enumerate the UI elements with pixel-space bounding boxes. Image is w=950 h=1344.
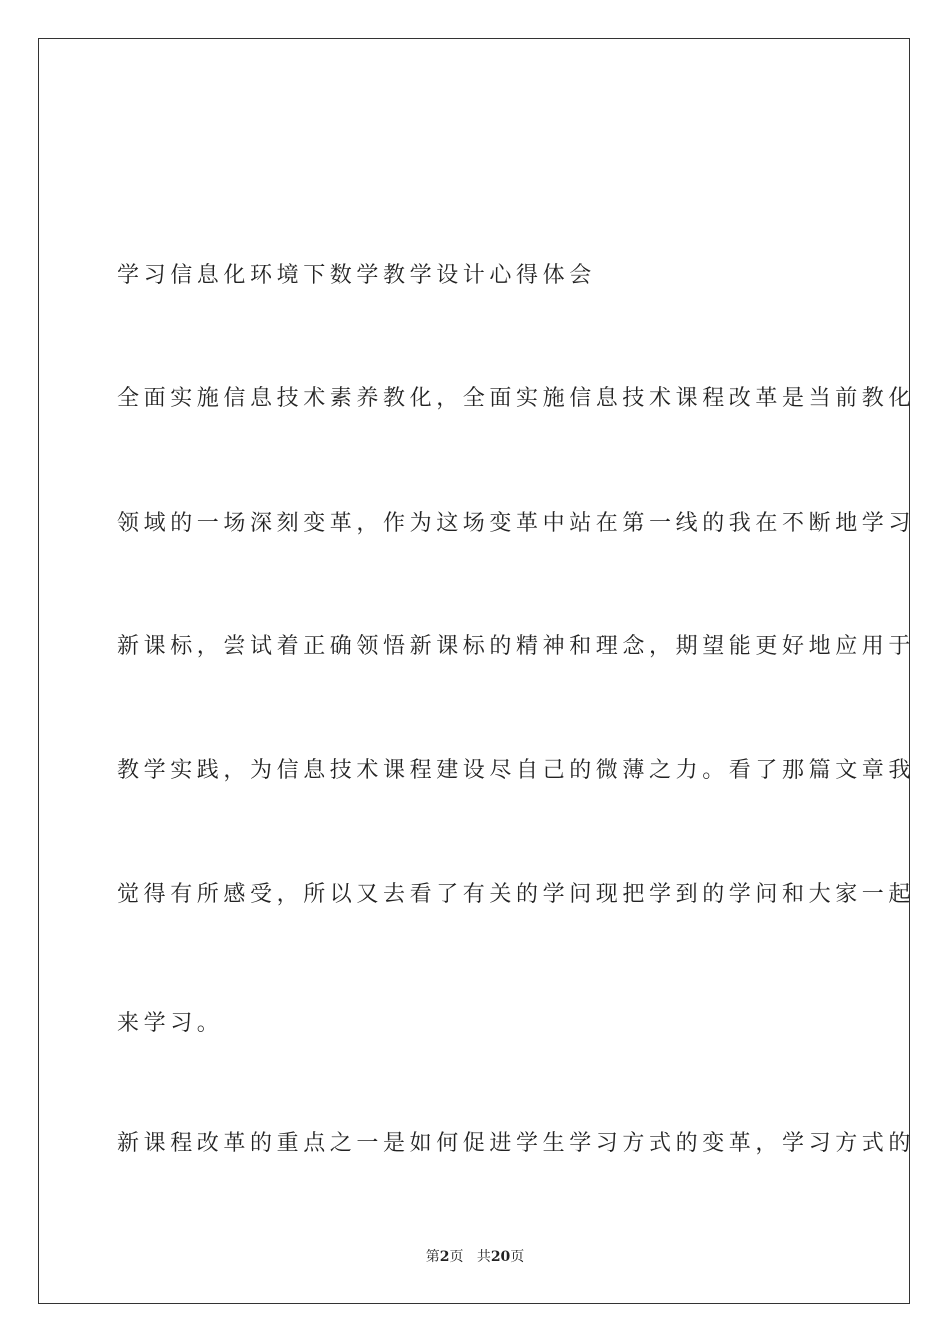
page-border [38,38,910,1304]
document-title: 学习信息化环境下数学教学设计心得体会 [117,263,596,288]
paragraph-line: 觉得有所感受，所以又去看了有关的学问现把学到的学问和大家一起 [117,882,916,907]
footer-page-prefix: 第 [425,1249,440,1265]
footer-total-suffix: 页 [510,1249,525,1265]
footer-total-prefix: 共 [476,1249,491,1265]
footer-page-number: 2 [439,1249,450,1265]
paragraph-line: 领域的一场深刻变革，作为这场变革中站在第一线的我在不断地学习 [117,511,916,536]
paragraph-line: 教学实践，为信息技术课程建设尽自己的微薄之力。看了那篇文章我 [117,758,916,783]
paragraph-line: 来学习。 [117,1011,224,1036]
footer-page-suffix: 页 [449,1249,464,1265]
footer-total-pages: 20 [490,1249,511,1265]
paragraph-line: 全面实施信息技术素养教化，全面实施信息技术课程改革是当前教化 [117,386,916,411]
paragraph-line: 新课标，尝试着正确领悟新课标的精神和理念，期望能更好地应用于 [117,634,916,659]
paragraph-line: 新课程改革的重点之一是如何促进学生学习方式的变革，学习方式的 [117,1131,916,1156]
page-footer [0,1246,950,1266]
